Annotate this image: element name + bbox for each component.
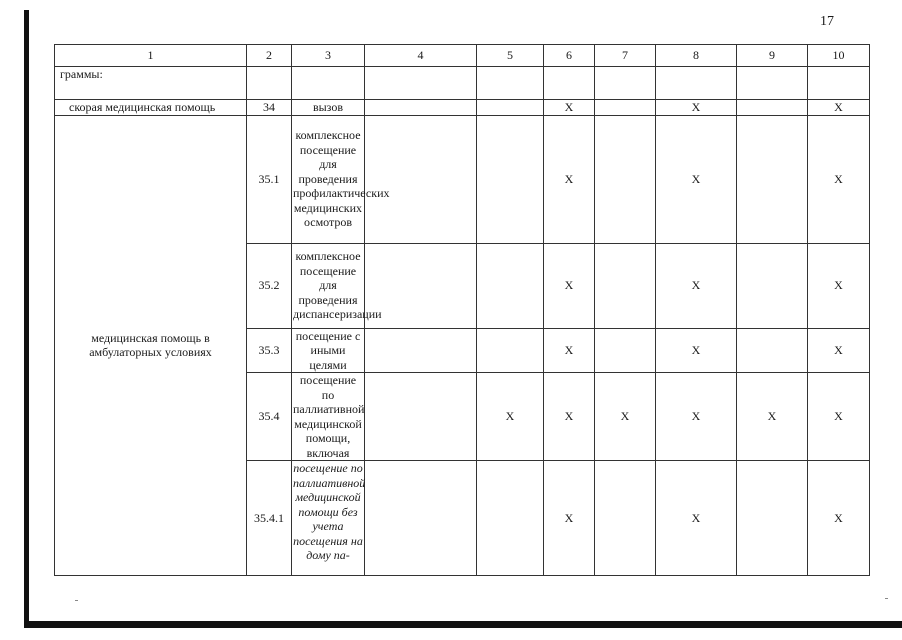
table-cell	[477, 100, 544, 116]
mark-cell: X	[656, 100, 737, 116]
table-cell	[365, 67, 477, 100]
mark-cell	[595, 115, 656, 243]
outpatient-group-label: медицинская помощь в амбулаторных условиях	[55, 115, 247, 576]
table-cell	[737, 100, 808, 116]
mark-cell: X	[595, 373, 656, 461]
mark-cell: X	[656, 243, 737, 328]
mark-cell: X	[656, 115, 737, 243]
table-cell	[595, 100, 656, 116]
table-cell	[477, 67, 544, 100]
mark-cell	[477, 328, 544, 373]
row-unit: посещение по паллиативной медицинской помощи, включая	[293, 373, 365, 460]
mark-cell: X	[544, 115, 595, 243]
header-cell: 10	[808, 45, 870, 67]
header-cell: 7	[595, 45, 656, 67]
row-code: 34	[247, 100, 292, 116]
header-cell: 2	[247, 45, 292, 67]
table-cell	[544, 67, 595, 100]
mark-cell	[477, 115, 544, 243]
mark-cell: X	[544, 243, 595, 328]
table-cell	[365, 373, 477, 461]
mark-cell	[595, 328, 656, 373]
table-cell	[365, 115, 477, 243]
row-unit: посещение с иными целями	[292, 328, 365, 373]
table-cell	[365, 100, 477, 116]
table-cell	[365, 461, 477, 576]
scan-speck	[885, 598, 888, 599]
table-cell	[656, 67, 737, 100]
header-cell: 5	[477, 45, 544, 67]
scan-speck	[75, 600, 78, 601]
ambulance-label: скорая медицинская помощь	[55, 100, 247, 116]
header-cell: 1	[55, 45, 247, 67]
row-unit: посещение по паллиативной медицинской помощи без учета посещения на дому па-	[292, 461, 365, 576]
mark-cell	[737, 243, 808, 328]
scan-left-edge	[24, 10, 29, 628]
table-cell	[808, 67, 870, 100]
scan-bottom-edge	[24, 621, 902, 628]
table-cell	[737, 67, 808, 100]
row-code: 35.3	[247, 328, 292, 373]
outpatient-row	[55, 115, 870, 243]
row-unit: вызов	[292, 100, 365, 116]
mark-cell: X	[808, 115, 870, 243]
mark-cell	[595, 461, 656, 576]
table-cell	[365, 328, 477, 373]
header-cell: 3	[292, 45, 365, 67]
header-cell: 4	[365, 45, 477, 67]
mark-cell: X	[544, 100, 595, 116]
mark-cell: X	[477, 373, 544, 461]
ambulance-row	[55, 100, 870, 116]
row-code: 35.2	[247, 243, 292, 328]
mark-cell	[737, 461, 808, 576]
mark-cell: X	[808, 461, 870, 576]
program-label: граммы:	[55, 67, 247, 100]
mark-cell	[477, 461, 544, 576]
row-unit: комплексное посещение для проведения диспансеризации	[292, 243, 365, 328]
row-code: 35.4	[247, 373, 292, 461]
mark-cell: X	[737, 373, 808, 461]
row-code: 35.4.1	[247, 461, 292, 576]
mark-cell	[737, 115, 808, 243]
mark-cell: X	[656, 328, 737, 373]
mark-cell	[477, 243, 544, 328]
table-cell	[595, 67, 656, 100]
table-cell	[247, 67, 292, 100]
mark-cell: X	[808, 373, 870, 461]
mark-cell: X	[656, 461, 737, 576]
header-row	[55, 45, 870, 67]
mark-cell: X	[544, 373, 595, 461]
mark-cell	[595, 243, 656, 328]
mark-cell: X	[808, 328, 870, 373]
header-cell: 9	[737, 45, 808, 67]
header-cell: 8	[656, 45, 737, 67]
header-cell: 6	[544, 45, 595, 67]
table-cell	[292, 67, 365, 100]
mark-cell: X	[544, 328, 595, 373]
page-number: 17	[820, 14, 834, 29]
mark-cell	[737, 328, 808, 373]
mark-cell: X	[808, 243, 870, 328]
mark-cell: X	[544, 461, 595, 576]
program-row	[55, 67, 870, 100]
row-unit: комплексное посещение для проведения профилактических медицинских осмотров	[292, 115, 365, 243]
mark-cell: X	[808, 100, 870, 116]
data-table	[54, 44, 870, 576]
row-code: 35.1	[247, 115, 292, 243]
mark-cell: X	[656, 373, 737, 461]
